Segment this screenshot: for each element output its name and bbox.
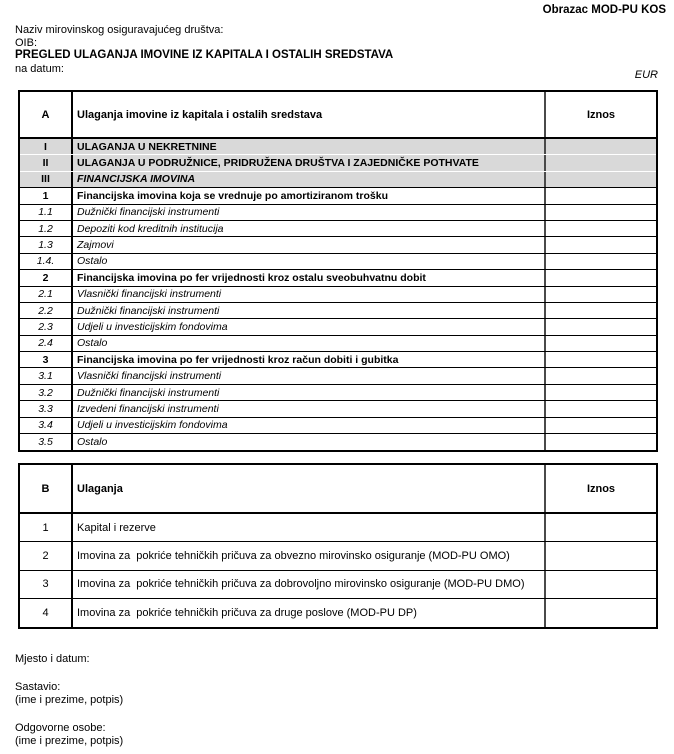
amount-cell <box>546 514 656 541</box>
table-row <box>20 287 656 303</box>
table-b <box>18 463 658 629</box>
table-row <box>20 221 656 237</box>
row-number: 2.4 <box>20 336 73 351</box>
row-label: Zajmovi <box>73 237 546 252</box>
responsible-persons-label: Odgovorne osobe: <box>15 722 106 734</box>
amount-cell <box>546 287 656 302</box>
row-label: ULAGANJA U PODRUŽNICE, PRIDRUŽENA DRUŠTVA I ZAJEDNIČKE POTHVATE <box>73 155 546 170</box>
row-label: Financijska imovina po fer vrijednosti kroz račun dobiti i gubitka <box>73 352 546 367</box>
amount-cell <box>546 172 656 187</box>
row-number: 1.4. <box>20 254 73 269</box>
row-label: Ostalo <box>73 434 546 450</box>
table-row <box>20 303 656 319</box>
prepared-by-note: (ime i prezime, potpis) <box>15 694 124 706</box>
page-title: PREGLED ULAGANJA IMOVINE IZ KAPITALA I OSTALIH SREDSTAVA <box>15 49 394 61</box>
row-number: 4 <box>20 599 73 627</box>
amount-cell <box>546 254 656 269</box>
date-label: na datum: <box>15 63 64 75</box>
row-label: Financijska imovina po fer vrijednosti kroz ostalu sveobuhvatnu dobit <box>73 270 546 285</box>
table-row <box>20 368 656 384</box>
row-number: II <box>20 155 73 170</box>
row-label: Ostalo <box>73 336 546 351</box>
row-label: Dužnički financijski instrumenti <box>73 385 546 400</box>
table-row <box>20 418 656 434</box>
amount-cell <box>546 221 656 236</box>
amount-cell <box>546 270 656 285</box>
amount-cell <box>546 385 656 400</box>
table-row <box>20 542 656 570</box>
row-label: Financijska imovina koja se vrednuje po amortiziranom trošku <box>73 188 546 203</box>
table-row <box>20 139 656 155</box>
table-row <box>20 514 656 542</box>
row-number: 3 <box>20 352 73 367</box>
table-row <box>20 172 656 188</box>
row-label: Imovina za pokriće tehničkih pričuva za obvezno mirovinsko osiguranje (MOD-PU OMO) <box>73 542 546 569</box>
row-label: Dužnički financijski instrumenti <box>73 303 546 318</box>
row-number: 3.4 <box>20 418 73 433</box>
table-row <box>20 319 656 335</box>
form-code: Obrazac MOD-PU KOS <box>542 4 666 16</box>
row-label: FINANCIJSKA IMOVINA <box>73 172 546 187</box>
table-row <box>20 205 656 221</box>
oib-label: OIB: <box>15 37 38 49</box>
row-label: Vlasnički financijski instrumenti <box>73 368 546 383</box>
table-a-amount-header: Iznos <box>586 108 616 121</box>
responsible-persons-note: (ime i prezime, potpis) <box>15 735 124 747</box>
place-date-label: Mjesto i datum: <box>15 653 90 665</box>
row-number: 1.1 <box>20 205 73 220</box>
row-label: Imovina za pokriće tehničkih pričuva za dobrovoljno mirovinsko osiguranje (MOD-PU DMO) <box>73 571 546 598</box>
table-row <box>20 401 656 417</box>
row-label: Udjeli u investicijskim fondovima <box>73 418 546 433</box>
row-label: Vlasnički financijski instrumenti <box>73 287 546 302</box>
table-row <box>20 270 656 286</box>
table-row <box>20 599 656 627</box>
row-label: ULAGANJA U NEKRETNINE <box>73 139 546 154</box>
amount-cell <box>546 352 656 367</box>
row-number: 2 <box>20 542 73 569</box>
table-row <box>20 352 656 368</box>
table-row <box>20 571 656 599</box>
table-row <box>20 336 656 352</box>
row-number: 3.5 <box>20 434 73 450</box>
row-label: Udjeli u investicijskim fondovima <box>73 319 546 334</box>
prepared-by-label: Sastavio: <box>15 681 61 693</box>
amount-cell <box>546 188 656 203</box>
company-name-label: Naziv mirovinskog osiguravajućeg društva: <box>15 24 224 36</box>
table-row <box>20 237 656 253</box>
amount-cell <box>546 155 656 170</box>
row-label: Dužnički financijski instrumenti <box>73 205 546 220</box>
table-a <box>18 90 658 452</box>
table-row <box>20 254 656 270</box>
row-number: I <box>20 139 73 154</box>
row-number: 3.2 <box>20 385 73 400</box>
amount-cell <box>546 571 656 598</box>
amount-cell <box>546 418 656 433</box>
table-row <box>20 434 656 450</box>
amount-cell <box>546 336 656 351</box>
table-row <box>20 385 656 401</box>
row-number: 3.3 <box>20 401 73 416</box>
table-row <box>20 155 656 171</box>
table-a-header-row <box>20 92 656 139</box>
row-number: 1 <box>20 188 73 203</box>
amount-cell <box>546 205 656 220</box>
amount-cell <box>546 303 656 318</box>
table-row <box>20 188 656 204</box>
row-number: 1.2 <box>20 221 73 236</box>
table-b-title-header: Ulaganja <box>73 465 546 512</box>
row-label: Depoziti kod kreditnih institucija <box>73 221 546 236</box>
row-number: 2 <box>20 270 73 285</box>
table-b-header-row <box>20 465 656 514</box>
amount-cell <box>546 368 656 383</box>
amount-cell <box>546 401 656 416</box>
row-number: III <box>20 172 73 187</box>
row-number: 2.1 <box>20 287 73 302</box>
table-b-amount-header: Iznos <box>586 482 616 495</box>
table-b-code-header: B <box>20 465 73 512</box>
row-number: 1 <box>20 514 73 541</box>
table-a-code-header: A <box>20 92 73 137</box>
amount-cell <box>546 319 656 334</box>
row-number: 3.1 <box>20 368 73 383</box>
row-label: Kapital i rezerve <box>73 514 546 541</box>
amount-cell <box>546 139 656 154</box>
amount-cell <box>546 599 656 627</box>
row-label: Imovina za pokriće tehničkih pričuva za druge poslove (MOD-PU DP) <box>73 599 546 627</box>
amount-cell <box>546 237 656 252</box>
row-label: Izvedeni financijski instrumenti <box>73 401 546 416</box>
row-label: Ostalo <box>73 254 546 269</box>
row-number: 2.2 <box>20 303 73 318</box>
row-number: 1.3 <box>20 237 73 252</box>
currency-label: EUR <box>634 69 658 81</box>
row-number: 3 <box>20 571 73 598</box>
amount-cell <box>546 542 656 569</box>
table-a-title-header: Ulaganja imovine iz kapitala i ostalih sredstava <box>73 92 546 137</box>
row-number: 2.3 <box>20 319 73 334</box>
amount-cell <box>546 434 656 450</box>
